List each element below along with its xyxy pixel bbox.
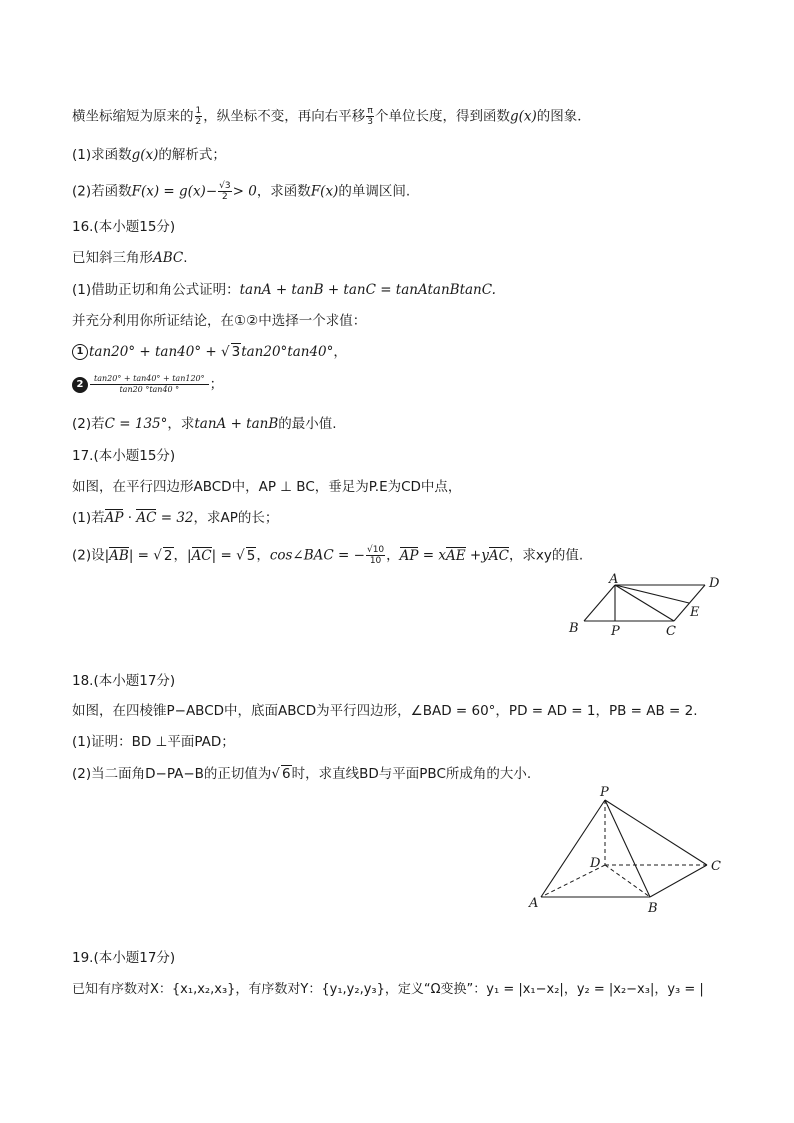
- q15-part2: [72, 181, 410, 202]
- fraction-pi-third: [366, 106, 374, 127]
- fraction-one-half: [195, 106, 203, 127]
- edge-ab: [584, 585, 615, 621]
- q17-p1-eq: = 32: [156, 510, 194, 526]
- fraction-sqrt3-over-2: [218, 181, 231, 202]
- q16-intro: [72, 248, 188, 268]
- vector-ac: AC: [488, 547, 509, 564]
- frac-den: 2: [222, 192, 228, 202]
- vector-ab: AB: [109, 547, 129, 564]
- q15-intro-text-d: 的图象．: [536, 108, 591, 125]
- vector-ap: AP: [104, 510, 124, 526]
- sqrt-icon: √: [271, 766, 281, 782]
- q16-part1: [72, 280, 496, 300]
- q16-p2-expr2: tanA + tanB: [194, 416, 279, 432]
- q16-intro-abc: ABC: [153, 250, 184, 266]
- q15-intro-text-a: 横坐标缩短为原来的: [72, 108, 194, 125]
- parallelogram-figure: [560, 570, 730, 640]
- q18-p2-text-a: (2)当二面角D−PA−B的正切值为: [72, 766, 272, 782]
- q16-intro-end: .: [183, 250, 188, 266]
- q15-p1-fn: g(x): [131, 147, 159, 163]
- sqrt-icon: √: [220, 344, 230, 360]
- q18-p2-text-b: 时，求直线BD与平面PBC所成角的大小.: [291, 766, 532, 782]
- q16-opt2-end: ；: [209, 376, 224, 393]
- q16-p2-label: (2)若: [72, 416, 105, 432]
- frac-num: √10: [366, 545, 385, 555]
- dot-operator: ·: [123, 510, 137, 526]
- q16-choose: 并充分利用你所证结论，在①②中选择一个求值：: [72, 313, 367, 329]
- label-a: A: [609, 572, 619, 587]
- vector-ac: AC: [191, 547, 212, 564]
- q18-intro: 如图，在四棱锥P−ABCD中，底面ABCD为平行四边形，∠BAD = 60°，PD = AD = 1，PB = AB = 2.: [72, 703, 698, 719]
- q15-p1-label: (1)求函数: [72, 147, 132, 163]
- fraction-tan-sum: [90, 374, 209, 395]
- q16-opt1-tail: tan20°tan40°: [241, 344, 334, 360]
- edge-bc: [650, 865, 707, 897]
- vector-ac: AC: [136, 510, 157, 526]
- q15-p2-expr: F(x) = g(x)−: [131, 183, 218, 200]
- edge-pa: [541, 800, 605, 897]
- sqrt-two: 2: [163, 547, 173, 564]
- circled-one-icon: 1: [72, 344, 88, 360]
- label-d: D: [590, 856, 601, 871]
- q16-intro-text: 已知斜三角形: [72, 250, 153, 266]
- q15-intro-text-c: 个单位长度，得到函数: [374, 108, 510, 125]
- frac-den: tan20 °tan40 °: [119, 385, 180, 394]
- q17-sep1: ，|: [173, 547, 192, 564]
- q16-p2-expr: C = 135°: [104, 416, 168, 432]
- frac-num: 1: [195, 106, 202, 116]
- frac-den: 2: [195, 117, 202, 127]
- frac-num: tan20° + tan40° + tan120°: [90, 374, 209, 385]
- label-d: D: [709, 576, 720, 591]
- q15-p1-rest: 的解析式；: [158, 147, 226, 163]
- q16-p1-label: (1)借助正切和角公式证明：: [72, 282, 240, 298]
- q16-header: 16.(本小题15分): [72, 219, 176, 235]
- q17-sep3: ，: [386, 547, 400, 564]
- segment-ac: [615, 585, 674, 621]
- q18-part2: [72, 764, 531, 784]
- q16-opt1-sqrt: 3: [231, 344, 241, 360]
- q15-intro-fn: g(x): [509, 108, 537, 125]
- q16-part2: [72, 414, 337, 434]
- q18-part1: (1)证明：BD ⊥平面PAD；: [72, 734, 235, 750]
- q17-p1-rest: ，求AP的长；: [193, 510, 279, 526]
- q16-p2-rest: 的最小值.: [278, 416, 337, 432]
- q17-part2: [72, 545, 583, 566]
- label-a: A: [529, 896, 539, 911]
- vector-ap: AP: [399, 547, 419, 564]
- q18-header: 18.(本小题17分): [72, 673, 176, 689]
- segment-ae: [615, 585, 689, 603]
- q17-plusy: +y: [465, 547, 489, 564]
- q16-opt1-end: ，: [333, 344, 347, 360]
- q17-p2-label: (2)设|: [72, 547, 110, 564]
- q19-text: 已知有序数对X：{x₁,x₂,x₃}，有序数对Y：{y₁,y₂,y₃}，定义“Ω变换”：y₁ = |x₁−x₂|，y₂ = |x₂−x₃|，y₃ = |: [72, 982, 704, 997]
- label-p: P: [611, 624, 620, 639]
- q16-option2: [72, 374, 223, 395]
- q17-cos: cos∠BAC = −: [269, 547, 365, 564]
- q17-p2-ab-eq: | =: [128, 547, 154, 564]
- vector-ae: AE: [446, 547, 466, 564]
- pyramid-figure: [525, 783, 730, 918]
- q15-p2-rest: 的单调区间.: [338, 183, 411, 200]
- q19-header: 19.(本小题17分): [72, 950, 176, 966]
- q17-eqx: = x: [418, 547, 446, 564]
- label-p: P: [600, 785, 609, 800]
- q16-option1: [72, 342, 347, 362]
- q17-header: 17.(本小题15分): [72, 448, 176, 464]
- label-b: B: [648, 901, 658, 916]
- label-c: C: [666, 624, 676, 639]
- edge-bd-hidden: [605, 865, 650, 897]
- q15-intro-text-b: ，纵坐标不变，再向右平移: [203, 108, 366, 125]
- q16-opt1-expr: tan20° + tan40° +: [89, 344, 221, 360]
- sqrt-six: 6: [282, 766, 291, 782]
- q15-p2-label: (2)若函数: [72, 183, 132, 200]
- sqrt-five: 5: [246, 547, 256, 564]
- frac-num: √3: [219, 181, 231, 191]
- q17-part1: [72, 508, 278, 528]
- q17-p1-label: (1)若: [72, 510, 105, 526]
- q15-p2-fn: F(x): [310, 183, 339, 200]
- q15-part1: [72, 145, 226, 165]
- circled-two-icon: 2: [72, 377, 88, 393]
- q16-p2-mid: ，求: [167, 416, 195, 432]
- sqrt-icon: √: [236, 547, 245, 564]
- q17-p2-rest: ，求xy的值.: [508, 547, 584, 564]
- q17-p2-ac-eq: | =: [211, 547, 237, 564]
- q15-p2-gt: > 0: [232, 183, 257, 200]
- label-c: C: [711, 859, 721, 874]
- q17-intro: 如图，在平行四边形ABCD中，AP ⊥ BC，垂足为P.E为CD中点，: [72, 479, 462, 495]
- label-e: E: [690, 605, 700, 620]
- q15-p2-mid: ，求函数: [256, 183, 311, 200]
- frac-den: 10: [369, 556, 382, 566]
- frac-num: π: [367, 106, 373, 116]
- sqrt-icon: √: [153, 547, 162, 564]
- label-b: B: [569, 621, 579, 636]
- frac-den: 3: [367, 117, 373, 127]
- q17-sep2: ，: [256, 547, 270, 564]
- q15-intro: [72, 106, 591, 127]
- fraction-sqrt10-over-10: [366, 545, 385, 566]
- q16-p1-expr: tanA + tanB + tanC = tanAtanBtanC.: [239, 282, 496, 298]
